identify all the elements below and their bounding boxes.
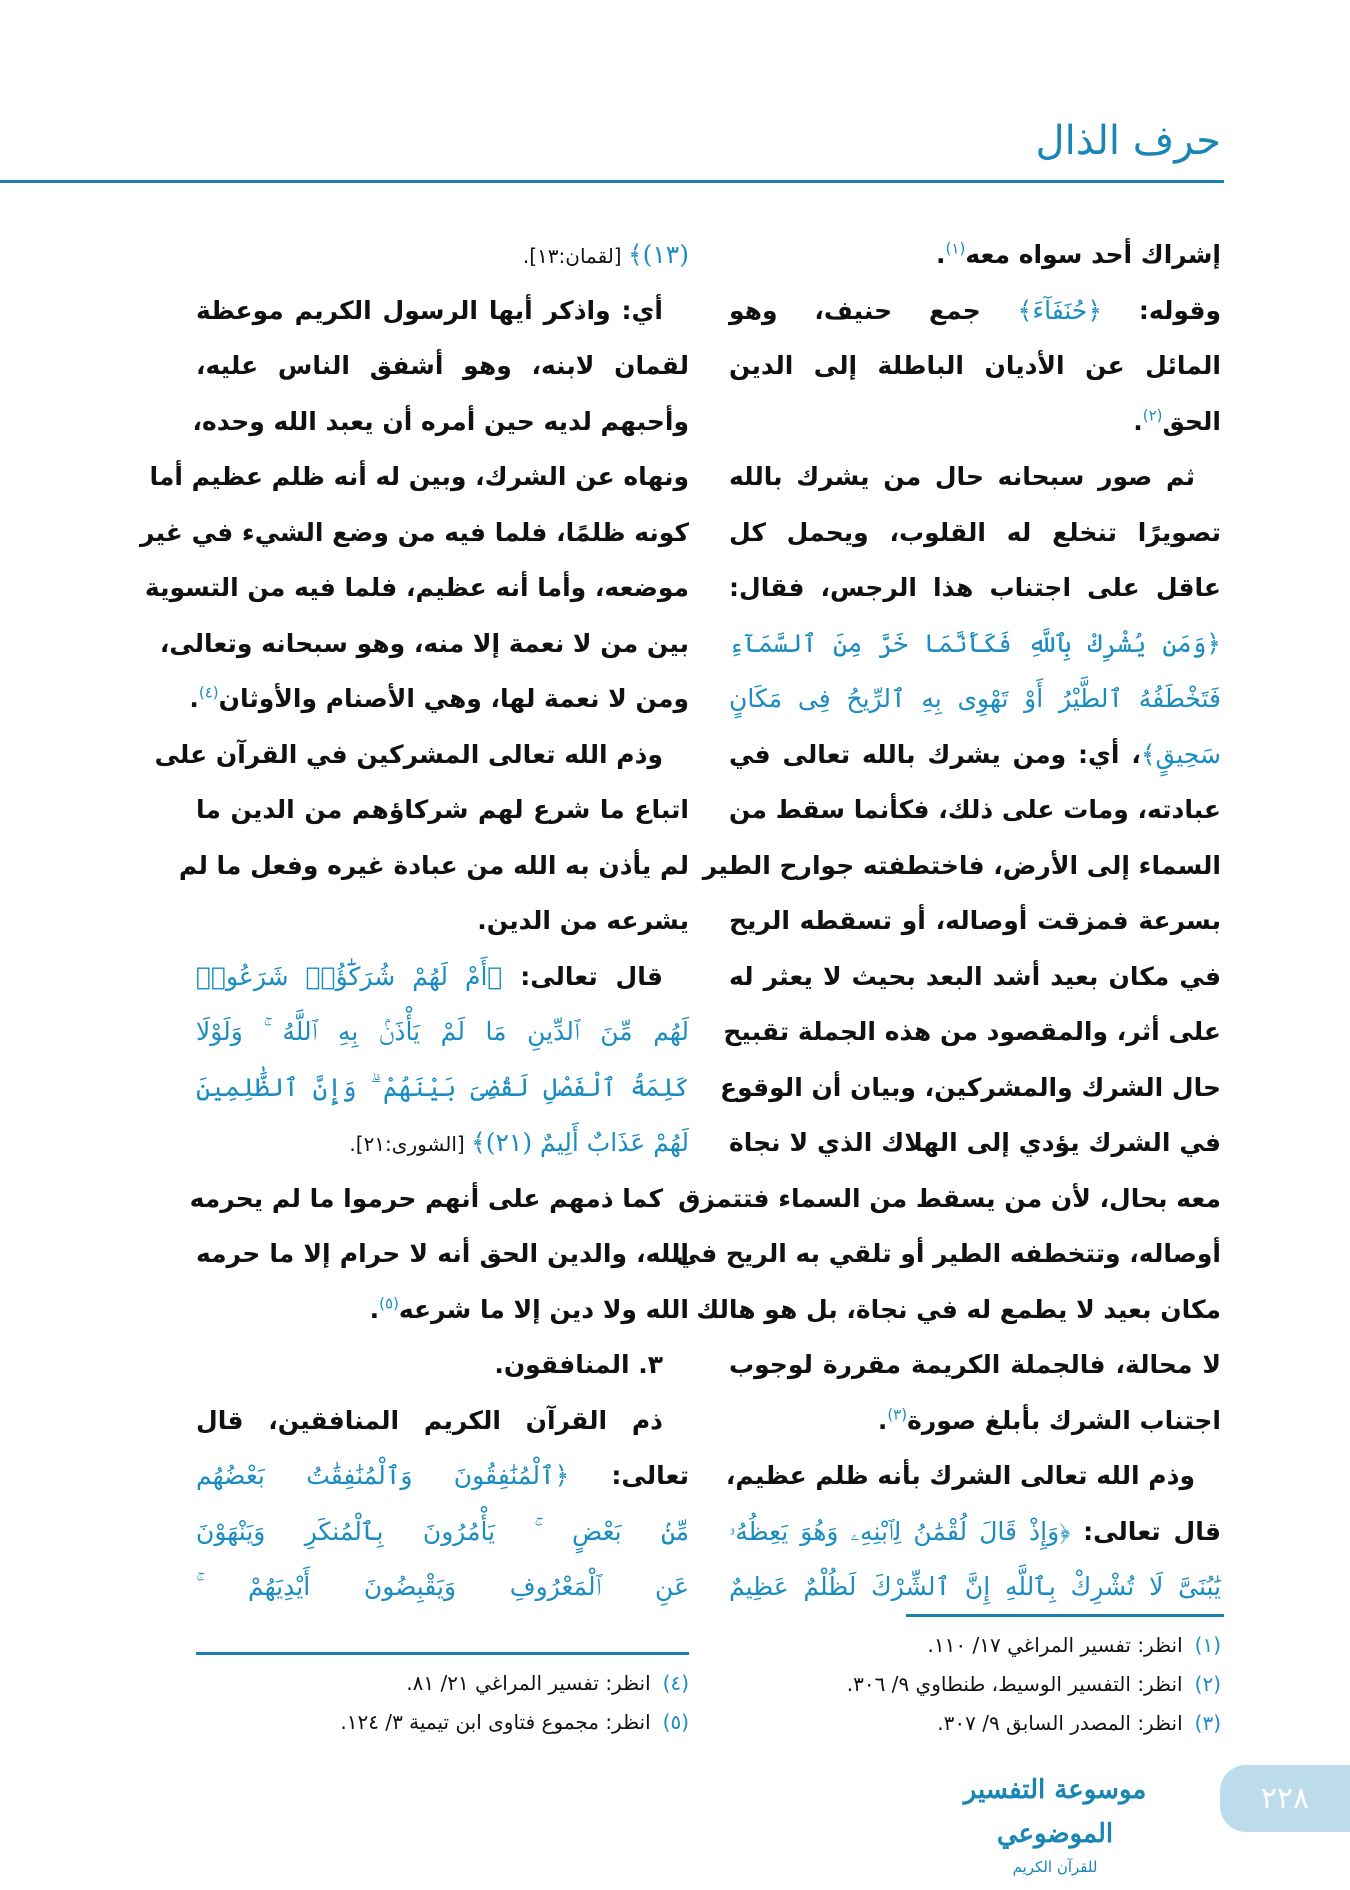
text-segment: . <box>189 684 199 713</box>
quran-verse: ﴿أَمْ لَهُمْ شُرَكَٰٓؤُا۟ شَرَعُوا۟ <box>196 961 503 991</box>
footnote-text: انظر: التفسير الوسيط، طنطاوي ٩/ ٣٠٦. <box>846 1672 1183 1696</box>
text-line <box>192 394 689 450</box>
quran-verse: سَحِيقٍ﴾ <box>1140 739 1221 769</box>
text-line <box>196 1448 689 1504</box>
text-segment: . <box>369 1294 380 1324</box>
text-segment: وقوله: <box>1102 295 1221 325</box>
text-line <box>729 1337 1221 1393</box>
quran-verse: ﴿وَمَن يُشْرِكْ بِٱللَّهِ فَكَأَنَّمَا خَرَّ مِنَ ٱلسَّمَآءِ <box>729 628 1221 658</box>
text-segment: تصويرًا تنخلع له القلوب، ويحمل كل <box>729 517 1221 547</box>
text-line <box>196 1559 689 1615</box>
quran-verse: كَلِمَةُ ٱلْفَصْلِ لَقُضِىَ بَيْنَهُمْ ۗ وَإِنَّ ٱلظَّٰلِمِينَ <box>196 1072 689 1102</box>
text-segment: لا محالة، فالجملة الكريمة مقررة لوجوب <box>729 1350 1221 1379</box>
text-line <box>196 782 689 838</box>
footnote-number: (٣) <box>1194 1711 1221 1735</box>
logo-subtitle: للقرآن الكريم <box>1012 1858 1098 1876</box>
text-segment: . <box>877 1405 888 1435</box>
text-line <box>140 505 689 561</box>
text-segment: لم يأذن به الله من عبادة غيره وفعل ما لم <box>178 850 689 880</box>
text-segment: موضعه، وأما أنه عظيم، فلما فيه من التسوية <box>144 573 689 602</box>
text-segment: ومن لا نعمة لها، وهي الأصنام والأوثان <box>218 684 689 713</box>
quran-verse: فَتَخْطَفُهُ ٱلطَّيْرُ أَوْ تَهْوِى بِهِ ٱلرِّيحُ فِى مَكَانٍ <box>729 684 1221 713</box>
text-segment: الله، والدين الحق أنه لا حرام إلا ما حرمه <box>196 1239 689 1268</box>
footnote <box>847 1665 1221 1704</box>
quran-verse: يَٰبُنَىَّ لَا تُشْرِكْ بِٱللَّهِ إِنَّ ٱلشِّرْكَ لَظُلْمٌ عَظِيمٌ <box>729 1572 1221 1601</box>
text-segment: وأحبهم لديه حين أمره أن يعبد الله وحده، <box>192 406 689 436</box>
text-line <box>720 1060 1221 1116</box>
text-line <box>729 560 1221 616</box>
quran-verse: ﴿ٱلْمُنَٰفِقُونَ وَٱلْمُنَٰفِقَٰتُ بَعْضُهُم <box>196 1461 570 1490</box>
footnote <box>847 1704 1221 1743</box>
text-segment: حال الشرك والمشركين، وبيان أن الوقوع <box>720 1072 1221 1102</box>
text-line <box>729 616 1221 672</box>
text-line <box>725 1448 1221 1504</box>
text-segment: ذم القرآن الكريم المنافقين، قال <box>196 1405 663 1435</box>
text-segment: عبادته، ومات على ذلك، فكأنما سقط من <box>728 795 1221 824</box>
text-segment: وذم الله تعالى الشرك بأنه ظلم عظيم، <box>725 1461 1195 1490</box>
text-segment: اتباع ما شرع لهم شركاؤهم من الدين ما <box>196 795 689 824</box>
text-line <box>678 1171 1221 1227</box>
footnote-divider-left <box>196 1652 689 1655</box>
text-line <box>189 671 689 727</box>
text-line <box>196 893 689 949</box>
text-segment: السماء إلى الأرض، فاختطفته جوارح الطير <box>702 850 1221 880</box>
text-line <box>729 449 1221 505</box>
footnote <box>847 1626 1221 1665</box>
text-segment: أوصاله، وتتخطفه الطير أو تلقي به الريح في <box>675 1239 1221 1268</box>
chapter-title: حرف الذال <box>1035 118 1221 164</box>
footnote <box>340 1664 689 1703</box>
text-line <box>178 838 689 894</box>
text-segment: كونه ظلمًا، فلما فيه من وضع الشيء في غير <box>140 517 689 547</box>
text-segment: في الشرك يؤدي إلى الهلاك الذي لا نجاة <box>729 1128 1221 1157</box>
footnote-text: انظر: مجموع فتاوى ابن تيمية ٣/ ١٢٤. <box>340 1710 651 1734</box>
text-segment: . <box>1133 406 1143 436</box>
text-line <box>675 1226 1221 1282</box>
text-segment: اجتناب الشرك بأبلغ صورة <box>907 1405 1221 1435</box>
text-line <box>729 394 1221 450</box>
text-segment: الحق <box>1162 406 1221 436</box>
header-divider <box>0 180 1224 183</box>
text-line <box>196 949 689 1005</box>
text-line <box>723 1004 1221 1060</box>
text-line <box>729 505 1221 561</box>
text-line <box>189 1171 689 1227</box>
text-segment: قال تعالى: <box>1070 1516 1221 1546</box>
text-line <box>196 1060 689 1116</box>
text-line <box>729 782 1221 838</box>
text-segment: أي: واذكر أيها الرسول الكريم موعظة <box>196 295 663 325</box>
text-line <box>159 616 689 672</box>
footnote-ref[interactable]: (٣) <box>887 1405 908 1424</box>
text-line <box>149 449 689 505</box>
footnote-number: (١) <box>1194 1633 1221 1657</box>
text-segment: إشراك أحد سواه معه <box>965 240 1221 269</box>
text-line <box>196 1337 689 1393</box>
text-segment: معه بحال، لأن من يسقط من السماء فتتمزق <box>678 1183 1221 1213</box>
text-line <box>196 1004 689 1060</box>
text-line <box>196 283 689 339</box>
quran-verse: لَهُم مِّنَ ٱلدِّينِ مَا لَمْ يَأْذَنۢ بِهِ ٱللَّهُ ۚ وَلَوْلَا <box>196 1017 689 1046</box>
quran-verse: لَهُمْ عَذَابٌ أَلِيمٌ (٢١)﴾ <box>471 1128 689 1157</box>
text-line <box>696 1282 1221 1338</box>
text-line <box>196 1115 689 1171</box>
text-line <box>729 227 1221 283</box>
footnotes-right <box>847 1626 1221 1743</box>
text-segment: جمع حنيف، وهو <box>729 295 1018 325</box>
text-segment: لقمان لابنه، وهو أشفق الناس عليه، <box>196 351 689 380</box>
text-line <box>144 560 689 616</box>
text-line <box>196 1393 689 1449</box>
text-segment: بين من لا نعمة إلا منه، وهو سبحانه وتعالى، <box>159 628 689 658</box>
quran-verse: عَنِ ٱلْمَعْرُوفِ وَيَقْبِضُونَ أَيْدِيَهُمْ ۚ <box>196 1572 689 1601</box>
footnote-ref[interactable]: (٥) <box>379 1294 399 1313</box>
text-segment: ثم صور سبحانه حال من يشرك بالله <box>729 462 1195 491</box>
text-segment: عاقل على اجتناب هذا الرجس، فقال: <box>729 573 1221 602</box>
text-segment: يشرعه من الدين. <box>477 906 689 935</box>
text-line <box>729 1504 1221 1560</box>
text-segment: تعالى: <box>569 1461 689 1490</box>
text-segment: [لقمان:١٣]. <box>522 244 628 268</box>
footnote-ref[interactable]: (٢) <box>1142 406 1163 425</box>
footnotes-left <box>340 1664 689 1742</box>
right-text-column <box>675 227 1221 1615</box>
text-segment: ٣. المنافقون. <box>494 1350 663 1379</box>
text-line <box>729 1393 1221 1449</box>
footnote-ref[interactable]: (٤) <box>198 683 219 702</box>
page-number: ٢٢٨ <box>1220 1765 1350 1832</box>
text-line <box>702 838 1221 894</box>
text-line <box>196 1504 689 1560</box>
text-line <box>729 283 1221 339</box>
footnote-number: (٥) <box>662 1710 689 1734</box>
footnote-number: (٢) <box>1194 1672 1221 1696</box>
text-line <box>196 227 689 283</box>
text-segment: المائل عن الأديان الباطلة إلى الدين <box>729 351 1221 380</box>
footnote-text: انظر: المصدر السابق ٩/ ٣٠٧. <box>937 1711 1183 1735</box>
text-line <box>154 727 689 783</box>
text-segment: . <box>936 240 946 269</box>
text-line <box>196 1226 689 1282</box>
text-segment: قال تعالى: <box>502 961 663 991</box>
footnote-number: (٤) <box>662 1671 689 1695</box>
footnote-ref[interactable]: (١) <box>945 239 966 258</box>
quran-verse: (١٣)﴾ <box>627 240 689 269</box>
text-line <box>196 338 689 394</box>
text-line <box>196 1282 689 1338</box>
text-line <box>729 1115 1221 1171</box>
text-segment: على أثر، والمقصود من هذه الجملة تقبيح <box>723 1017 1221 1046</box>
text-segment: وذم الله تعالى المشركين في القرآن على <box>154 739 663 769</box>
quran-verse: مِّنۢ بَعْضٍ ۚ يَأْمُرُونَ بِٱلْمُنكَرِ وَيَنْهَوْنَ <box>196 1516 689 1546</box>
footnote <box>340 1703 689 1742</box>
text-line <box>729 893 1221 949</box>
text-line <box>729 1559 1221 1615</box>
text-line <box>729 338 1221 394</box>
text-segment: ونهاه عن الشرك، وبين له أنه ظلم عظيم أما <box>149 462 689 491</box>
text-line <box>729 671 1221 727</box>
text-segment: في مكان بعيد أشد البعد بحيث لا يعثر له <box>729 961 1221 991</box>
text-segment: الله ولا دين إلا ما شرعه <box>398 1294 689 1324</box>
text-line <box>729 949 1221 1005</box>
text-segment: كما ذمهم على أنهم حرموا ما لم يحرمه <box>189 1183 663 1213</box>
quran-verse: ﴿وَإِذْ قَالَ لُقْمَٰنُ لِٱبْنِهِۦ وَهُوَ يَعِظُهُۥ <box>729 1516 1071 1546</box>
text-segment: بسرعة فمزقت أوصاله، أو تسقطه الريح <box>729 906 1221 935</box>
text-segment: ، أي: ومن يشرك بالله تعالى في <box>729 739 1141 769</box>
text-segment: مكان بعيد لا يطمع له في نجاة، بل هو هالك <box>696 1294 1221 1324</box>
footnote-divider-right <box>906 1614 1224 1617</box>
encyclopedia-logo <box>935 1768 1175 1876</box>
logo-title: موسوعة التفسير الموضوعي <box>963 1775 1147 1849</box>
footnote-text: انظر: تفسير المراغي ١٧/ ١١٠. <box>927 1633 1183 1657</box>
footnote-text: انظر: تفسير المراغي ٢١/ ٨١. <box>406 1671 651 1695</box>
quran-verse: ﴿حُنَفَآءَ﴾ <box>1017 295 1102 325</box>
left-text-column <box>140 227 689 1615</box>
text-segment: [الشورى:٢١]. <box>349 1132 472 1156</box>
text-line <box>729 727 1221 783</box>
